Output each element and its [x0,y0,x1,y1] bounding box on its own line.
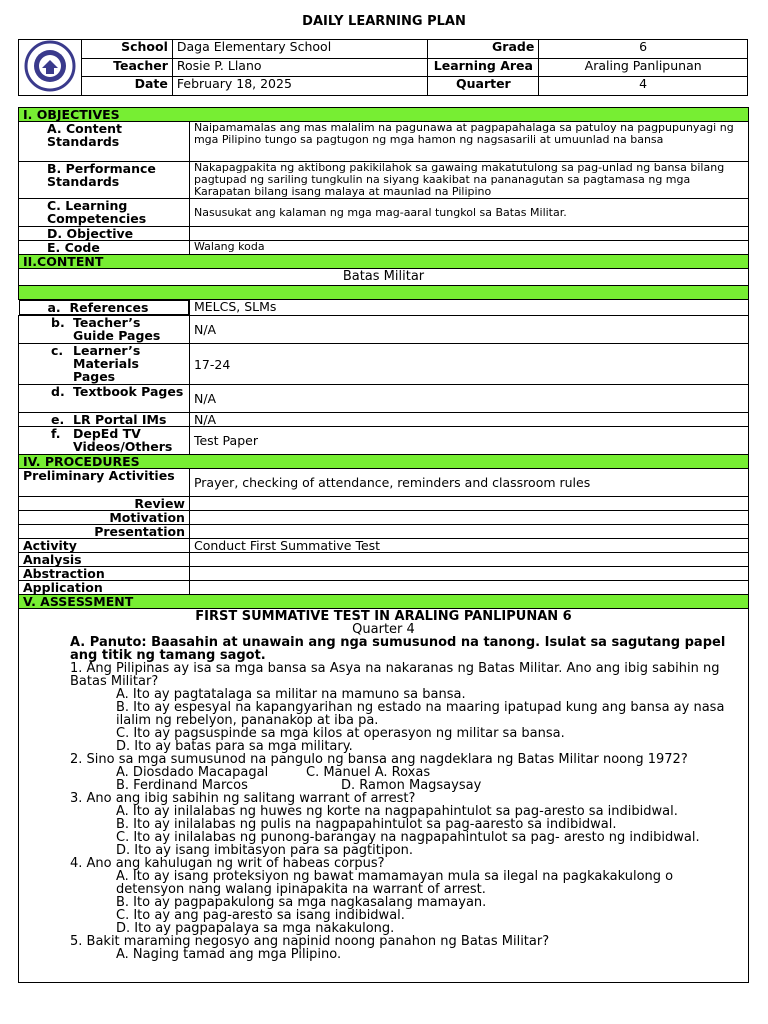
activity-value: Conduct First Summative Test [189,539,748,553]
objectives-heading: I. OBJECTIVES [19,108,749,122]
preliminary-value: Prayer, checking of attendance, reminders and classroom rules [189,469,748,497]
procedures-heading: IV. PROCEDURES [19,455,749,469]
learning-area-value: Araling Panlipunan [539,58,748,77]
review-label: Review [19,497,190,511]
q1-option-c: C. Ito ay pagsuspinde sa mga kilos at operasyon ng militar sa bansa. [116,726,565,741]
performance-standards-value: Nakapagpakita ng aktibong pakikilahok sa gawaing makatutulong sa pag-unlad ng bansa bilang pagtupad ng sariling tungkulin na siyang kaakibat na pananagutan sa pagtamasa ng mga Karapatan bilang isang malaya at maunlad na Pilipino [189,162,748,199]
presentation-value [189,525,748,539]
preliminary-label: Preliminary Activities [19,469,190,497]
q4-option-d: D. Ito ay pagpapalaya sa mga nakakulong. [116,921,395,936]
question-5: 5. Bakit maraming negosyo ang napinid noong panahon ng Batas Militar? [70,934,550,949]
ref-c-value: 17-24 [189,344,748,385]
q2-option-c: C. Manuel A. Roxas [306,765,431,780]
date-label: Date [81,77,172,96]
date-value: February 18, 2025 [172,77,428,96]
learning-competencies-label: C. Learning Competencies [19,199,190,227]
ref-d-value: N/A [189,385,748,413]
test-directions: A. Panuto: Baasahin at unawain ang nga sumusunod na tanong. Isulat sa sagutang papel ang titik ng tamang sagot. [70,635,726,663]
q4-option-c: C. Ito ay ang pag-aresto sa isang indibidwal. [116,908,405,923]
quarter-label: Quarter [428,77,539,96]
test-title: FIRST SUMMATIVE TEST IN ARALING PANLIPUNAN 6 [195,609,572,624]
lesson-plan-table [18,107,749,983]
q2-option-a: A. Diosdado Macapagal [116,765,269,780]
teacher-label: Teacher [81,58,172,77]
q2-option-b: B. Ferdinand Marcos [116,778,248,793]
q1-option-b: B. Ito ay espesyal na kapangyarihan ng estado na maaring ipatupad kung ang bansa ay nasa ilalim ng rebelyon, pananakop at iba pa. [116,700,725,728]
q3-option-b: B. Ito ay inilalabas ng pulis na nagpapahintulot sa pag-aaresto sa indibidwal. [116,817,617,832]
application-value [189,581,748,595]
document-title: DAILY LEARNING PLAN [302,14,466,29]
ref-f-label: f. DepEd TV Videos/Others [19,427,190,455]
q5-option-a: A. Naging tamad ang mga Pilipino. [116,947,342,962]
ref-c-label: c. Learner’s Materials Pages [19,344,190,385]
q1-option-a: A. Ito ay pagtatalaga sa militar na mamuno sa bansa. [116,687,466,702]
assessment-body [19,609,749,983]
review-value [189,497,748,511]
q3-option-d: D. Ito ay isang imbitasyon para sa pagtitipon. [116,843,414,858]
q3-option-a: A. Ito ay inilalabas ng huwes ng korte na nagpapahintulot sa pag-aresto sa indibidwal. [116,804,678,819]
question-3: 3. Ano ang ibig sabihin ng salitang warrant of arrest? [70,791,416,806]
question-1: 1. Ang Pilipinas ay isa sa mga bansa sa Asya na nakaranas ng Batas Militar. Ano ang ibig sabihin ng Batas Militar? [70,661,720,689]
assessment-heading: V. ASSESSMENT [19,595,749,609]
teacher-value: Rosie P. Llano [172,58,428,77]
activity-label: Activity [19,539,190,553]
green-divider [19,286,749,300]
ref-a-value: MELCS, SLMs [189,300,748,316]
ref-b-label: b. Teacher’s Guide Pages [19,316,190,344]
analysis-value [189,553,748,567]
quarter-value: 4 [539,77,748,96]
performance-standards-label: B. Performance Standards [19,162,190,199]
application-label: Application [19,581,190,595]
content-heading: II.CONTENT [19,255,749,269]
analysis-label: Analysis [19,553,190,567]
ref-e-label: e. LR Portal IMs [19,413,190,427]
grade-value: 6 [539,40,748,59]
grade-label: Grade [428,40,539,59]
ref-b-value: N/A [189,316,748,344]
school-label: School [81,40,172,59]
content-standards-value: Naipamamalas ang mas malalim na pagunawa at pagpapahalaga sa patuloy na pagpupunyagi ng mga Pilipino tungo sa pagtugon ng mga hamon ng nagsasarili at umuunlad na bansa [189,122,748,162]
test-quarter: Quarter 4 [352,622,415,637]
q4-option-b: B. Ito ay pagpapakulong sa mga nagkasalang mamayan. [116,895,487,910]
motivation-label: Motivation [19,511,190,525]
q1-option-d: D. Ito ay batas para sa mga military. [116,739,353,754]
abstraction-label: Abstraction [19,567,190,581]
code-value: Walang koda [189,241,748,255]
q4-option-a: A. Ito ay isang proteksiyon ng bawat mamamayan mula sa ilegal na pagkakakulong o detensyon nang walang ipinapakita na warrant of arrest. [116,869,674,897]
ref-e-value: N/A [189,413,748,427]
abstraction-value [189,567,748,581]
motivation-value [189,511,748,525]
learning-competencies-value: Nasusukat ang kalaman ng mga mag-aaral tungkol sa Batas Militar. [189,199,748,227]
q2-option-d: D. Ramon Magsaysay [341,778,482,793]
deped-seal [19,40,82,96]
school-value: Daga Elementary School [172,40,428,59]
header-table [18,39,748,96]
question-4: 4. Ano ang kahulugan ng writ of habeas corpus? [70,856,385,871]
ref-a-label: a. References [19,300,189,315]
code-label: E. Code [19,241,190,255]
q3-option-c: C. Ito ay inilalabas ng punong-barangay na nagpapahintulot sa pag- aresto ng indibidwal. [116,830,700,845]
learning-area-label: Learning Area [428,58,539,77]
question-2: 2. Sino sa mga sumusunod na pangulo ng bansa ang nagdeklara ng Batas Militar noong 1972? [70,752,688,767]
presentation-label: Presentation [19,525,190,539]
content-topic: Batas Militar [19,269,749,286]
content-standards-label: A. Content Standards [19,122,190,162]
objective-value [189,227,748,241]
objective-label: D. Objective [19,227,190,241]
ref-d-label: d. Textbook Pages [19,385,190,413]
deped-seal-icon [24,40,76,92]
ref-f-value: Test Paper [189,427,748,455]
